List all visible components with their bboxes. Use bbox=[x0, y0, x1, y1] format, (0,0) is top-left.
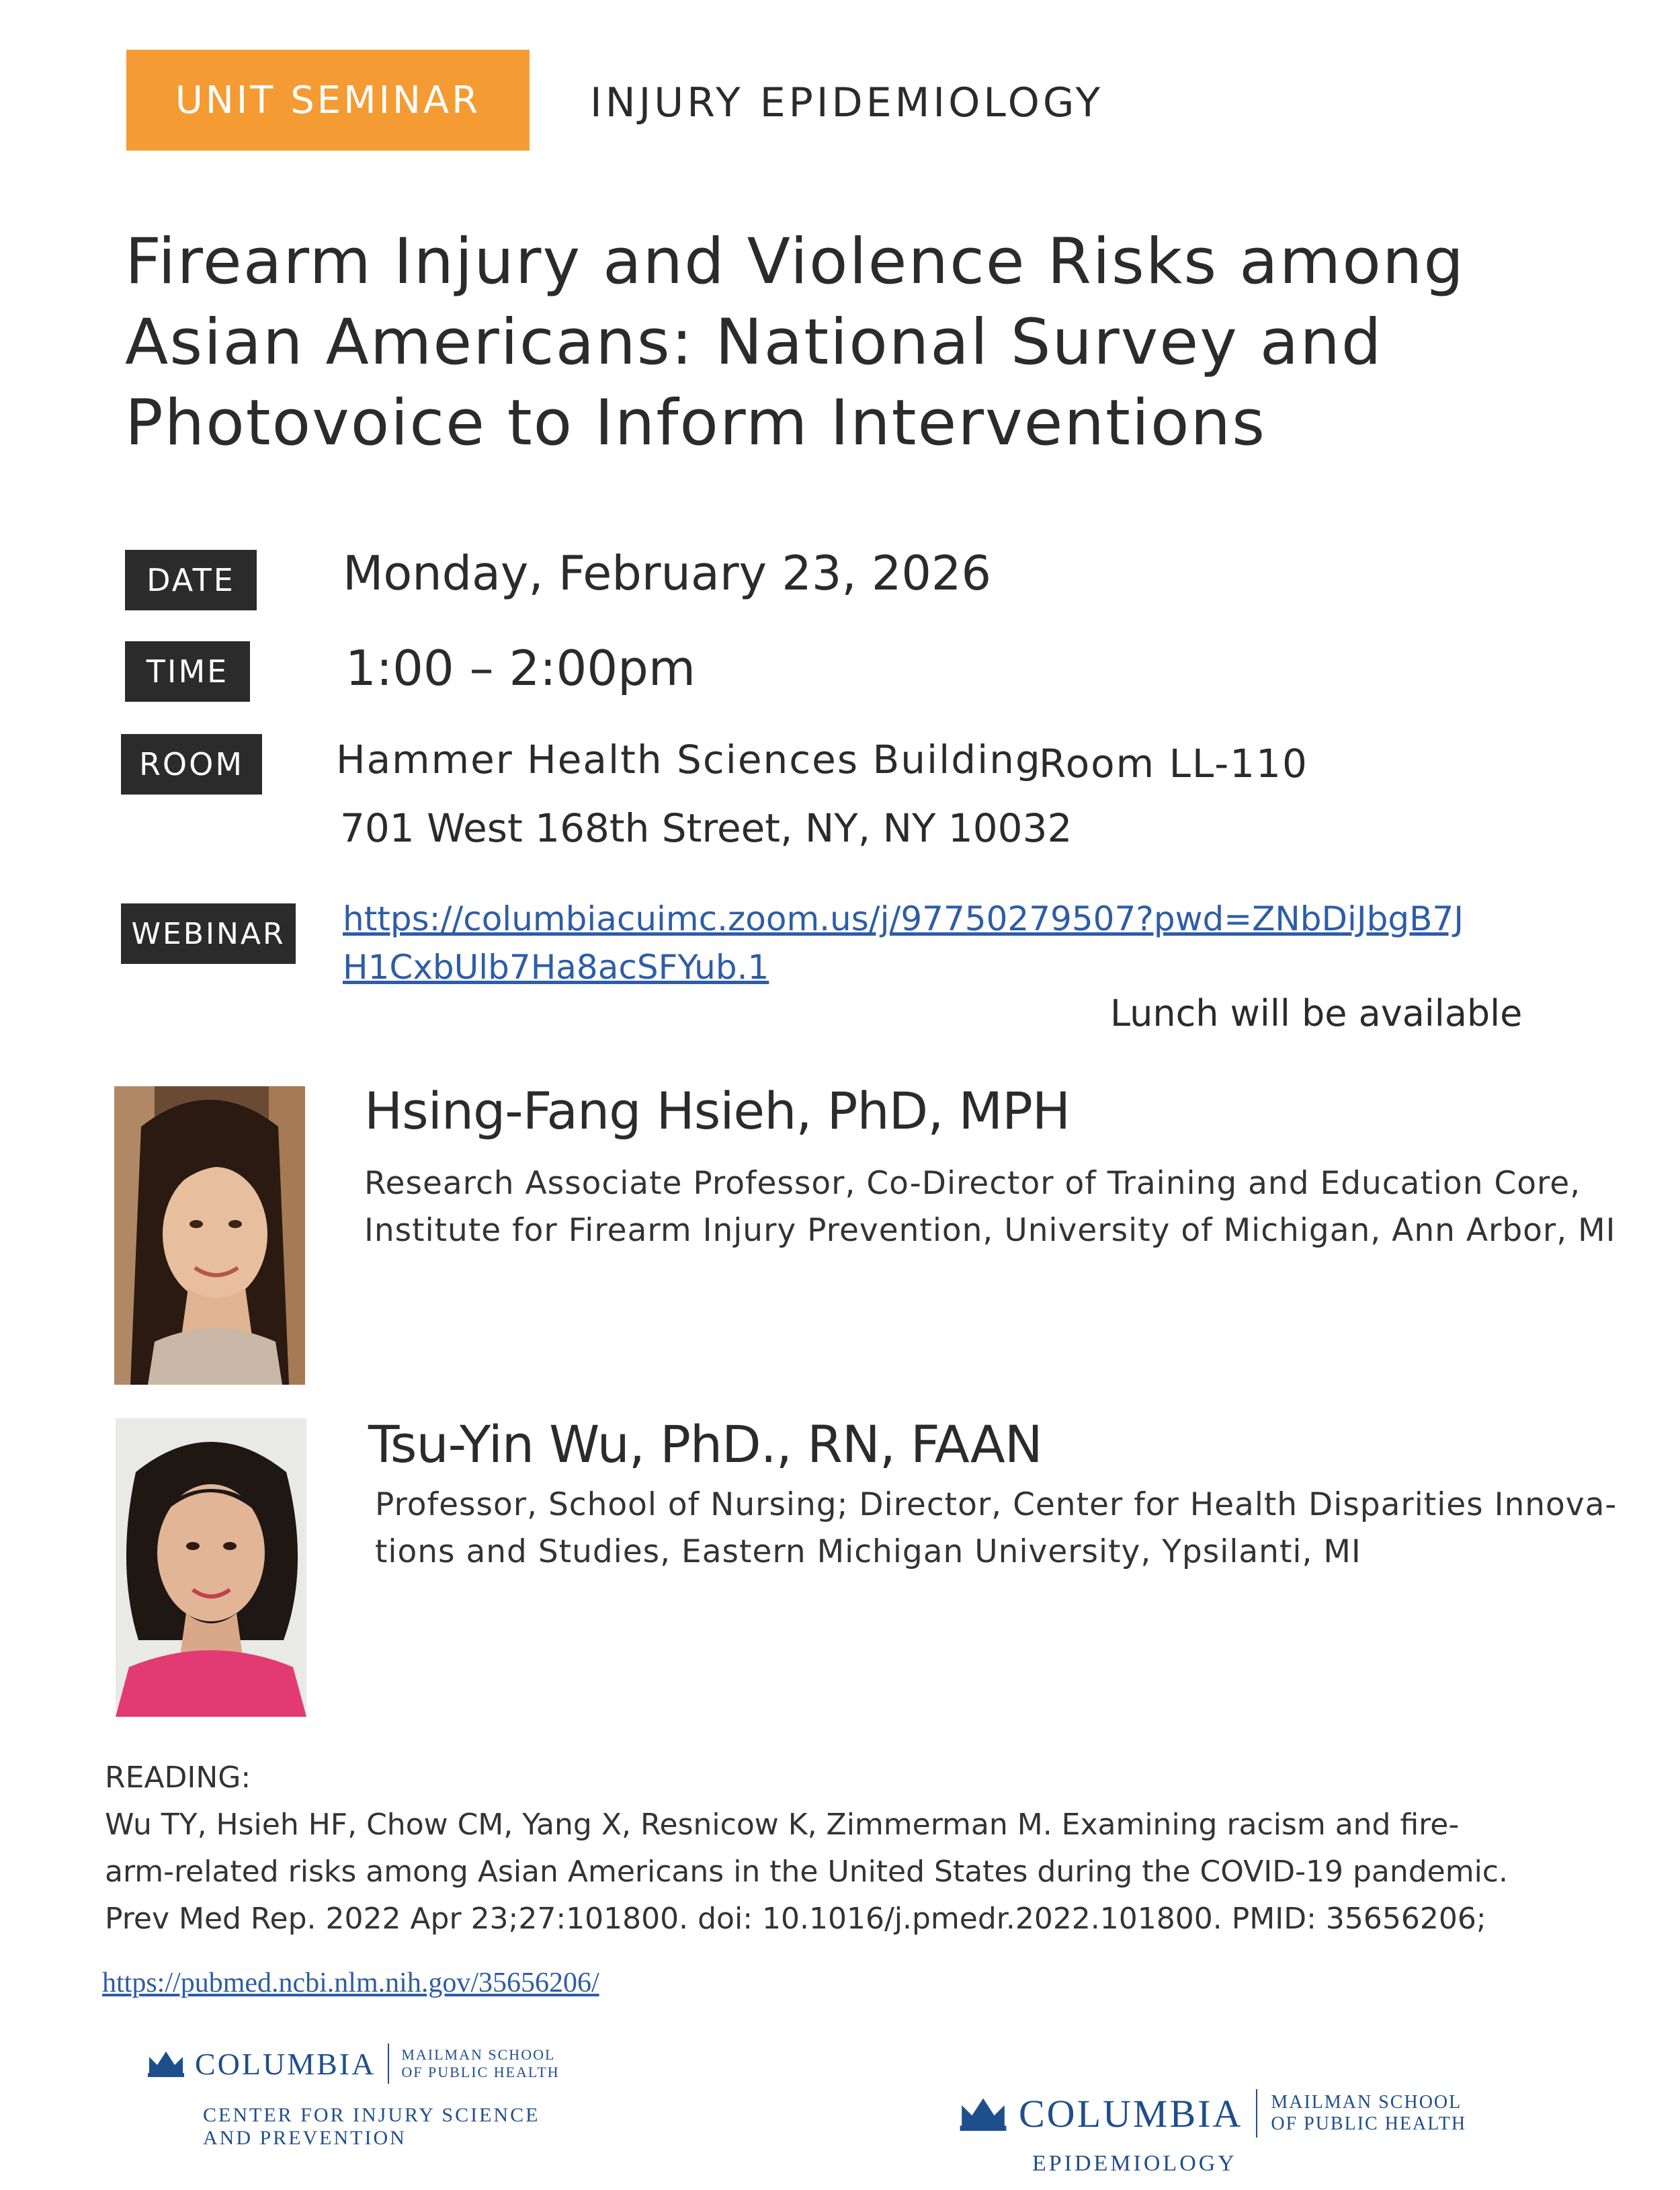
department-label: INJURY EPIDEMIOLOGY bbox=[590, 79, 1104, 126]
affiliation-line: Professor, School of Nursing; Director, Center for Health Disparities Innova- bbox=[375, 1486, 1618, 1523]
speaker-affiliation bbox=[375, 1482, 1617, 1576]
logo-divider bbox=[388, 2043, 389, 2084]
speaker-name: Hsing-Fang Hsieh, PhD, MPH bbox=[364, 1081, 1070, 1141]
injury-center-name bbox=[203, 2104, 540, 2150]
affiliation-line: Institute for Firearm Injury Prevention, University of Michigan, Ann Arbor, MI bbox=[364, 1212, 1616, 1249]
logo-divider bbox=[1256, 2089, 1257, 2138]
webinar-link[interactable]: https://columbiacuimc.zoom.us/j/97750279507?pwd=ZNbDiJbgB7J bbox=[343, 899, 1464, 938]
webinar-link-continued[interactable]: H1CxbUlb7Ha8acSFYub.1 bbox=[343, 948, 769, 987]
title-line: Asian Americans: National Survey and bbox=[125, 306, 1383, 379]
mailman-school-wordmark bbox=[401, 2046, 559, 2081]
seminar-title bbox=[125, 222, 1603, 464]
columbia-logo-epidemiology bbox=[958, 2089, 1466, 2138]
affiliation-line: tions and Studies, Eastern Michigan University, Ypsilanti, MI bbox=[375, 1533, 1361, 1570]
speaker-affiliation bbox=[364, 1160, 1616, 1254]
center-line: AND PREVENTION bbox=[203, 2127, 407, 2149]
room-label: ROOM bbox=[121, 734, 262, 795]
center-line: CENTER FOR INJURY SCIENCE bbox=[203, 2104, 540, 2126]
time-value: 1:00 – 2:00pm bbox=[345, 640, 696, 696]
crown-icon bbox=[146, 2047, 185, 2080]
pubmed-link[interactable]: https://pubmed.ncbi.nlm.nih.gov/35656206/ bbox=[102, 1968, 599, 1998]
columbia-wordmark: COLUMBIA bbox=[1019, 2091, 1243, 2136]
crown-icon bbox=[958, 2093, 1008, 2134]
columbia-logo-injury-center bbox=[146, 2043, 560, 2084]
citation-line: Wu TY, Hsieh HF, Chow CM, Yang X, Resnicow K, Zimmerman M. Examining racism and fire- bbox=[105, 1808, 1460, 1842]
date-label: DATE bbox=[125, 550, 257, 610]
date-value: Monday, February 23, 2026 bbox=[343, 546, 991, 601]
mailman-school-wordmark bbox=[1271, 2092, 1466, 2135]
reading-section bbox=[105, 1754, 1508, 1943]
lunch-note: Lunch will be available bbox=[1110, 992, 1523, 1035]
citation-line: Prev Med Rep. 2022 Apr 23;27:101800. doi: 10.1016/j.pmedr.2022.101800. PMID: 35656206; bbox=[105, 1902, 1486, 1936]
columbia-wordmark: COLUMBIA bbox=[195, 2046, 376, 2081]
mailman-line: OF PUBLIC HEALTH bbox=[401, 2064, 560, 2080]
building-name: Hammer Health Sciences Building bbox=[336, 737, 1042, 782]
mailman-line: MAILMAN SCHOOL bbox=[1271, 2092, 1462, 2113]
street-address: 701 West 168th Street, NY, NY 10032 bbox=[340, 805, 1073, 851]
citation-line: arm-related risks among Asian Americans in the United States during the COVID-19 pandemic. bbox=[105, 1855, 1508, 1889]
epidemiology-department: EPIDEMIOLOGY bbox=[1032, 2151, 1237, 2176]
speaker-photo-hsieh bbox=[114, 1086, 305, 1385]
unit-seminar-badge: UNIT SEMINAR bbox=[126, 50, 530, 151]
speaker-photo-wu bbox=[116, 1418, 306, 1717]
affiliation-line: Research Associate Professor, Co-Director of Training and Education Core, bbox=[364, 1165, 1581, 1202]
room-number: Room LL-110 bbox=[1039, 741, 1308, 786]
mailman-line: MAILMAN SCHOOL bbox=[401, 2046, 556, 2063]
reading-heading: READING: bbox=[105, 1760, 251, 1795]
webinar-label: WEBINAR bbox=[121, 903, 296, 964]
speaker-name: Tsu-Yin Wu, PhD., RN, FAAN bbox=[368, 1414, 1042, 1474]
title-line: Firearm Injury and Violence Risks among bbox=[125, 225, 1466, 298]
time-label: TIME bbox=[125, 641, 250, 702]
title-line: Photovoice to Inform Interventions bbox=[125, 387, 1267, 460]
mailman-line: OF PUBLIC HEALTH bbox=[1271, 2113, 1467, 2134]
